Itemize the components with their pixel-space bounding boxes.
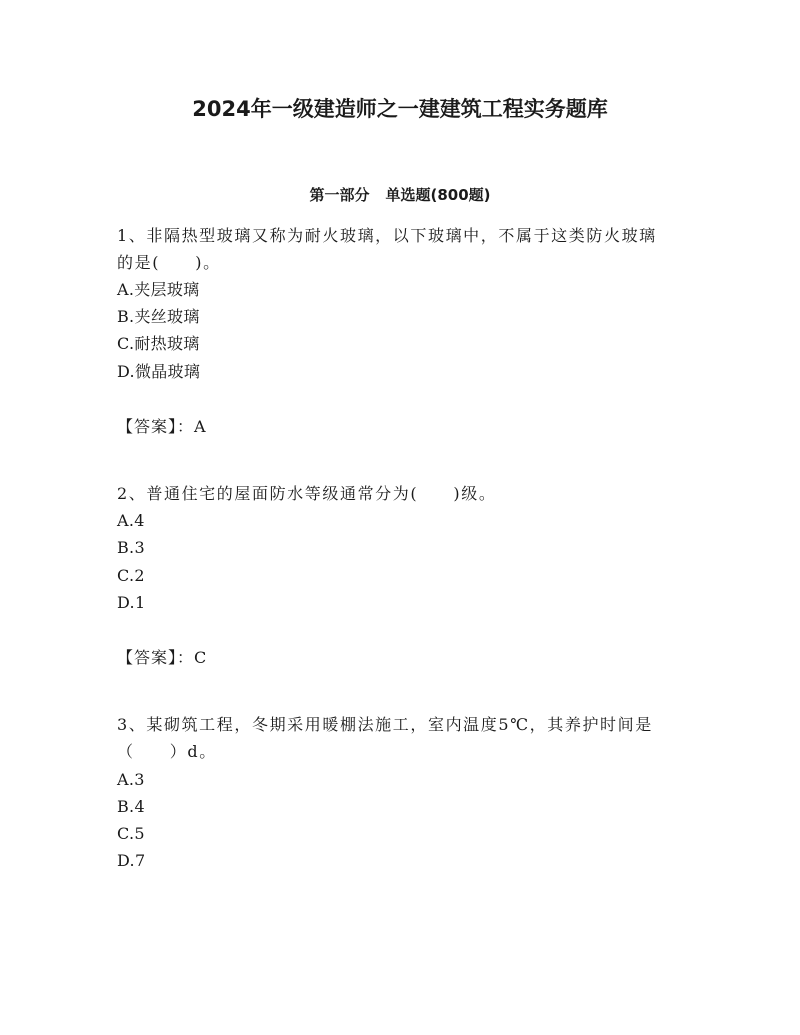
question-3-stem-line-2: （ ）d。	[117, 742, 217, 761]
question-2-option-c: C.2	[117, 566, 145, 585]
question-3-option-b: B.4	[117, 797, 145, 816]
question-1-option-d: D.微晶玻璃	[117, 362, 201, 381]
page-title: 2024年一级建造师之一建建筑工程实务题库	[192, 97, 608, 121]
question-1-stem-line-2: 的是( )。	[117, 253, 221, 272]
question-2-answer	[117, 646, 207, 670]
question-1-option-c: C.耐热玻璃	[117, 334, 200, 353]
question-3-option-d: D.7	[117, 851, 146, 870]
question-3-option-a: A.3	[117, 770, 145, 789]
question-3-stem-line-1: 3、某砌筑工程，冬期采用暖棚法施工，室内温度5℃，其养护时间是	[117, 715, 653, 734]
section-part: 第一部分	[309, 186, 370, 204]
question-2-option-b: B.3	[117, 538, 145, 557]
answer-value: C	[194, 648, 207, 667]
question-3-option-c: C.5	[117, 824, 145, 843]
question-1-answer	[117, 415, 206, 439]
section-name: 单选题(800题)	[385, 186, 491, 204]
question-2-option-d: D.1	[117, 593, 146, 612]
section-heading	[0, 184, 800, 206]
question-2-option-a: A.4	[117, 511, 145, 530]
question-1-option-b: B.夹丝玻璃	[117, 307, 200, 326]
answer-value: A	[194, 417, 206, 436]
answer-label: 【答案】：	[117, 648, 195, 667]
answer-label: 【答案】：	[117, 417, 195, 436]
question-2-stem-line-1: 2、普通住宅的屋面防水等级通常分为( )级。	[117, 484, 497, 503]
question-1-stem-line-1: 1、非隔热型玻璃又称为耐火玻璃，以下玻璃中，不属于这类防火玻璃	[117, 226, 657, 245]
question-1-option-a: A.夹层玻璃	[117, 280, 200, 299]
